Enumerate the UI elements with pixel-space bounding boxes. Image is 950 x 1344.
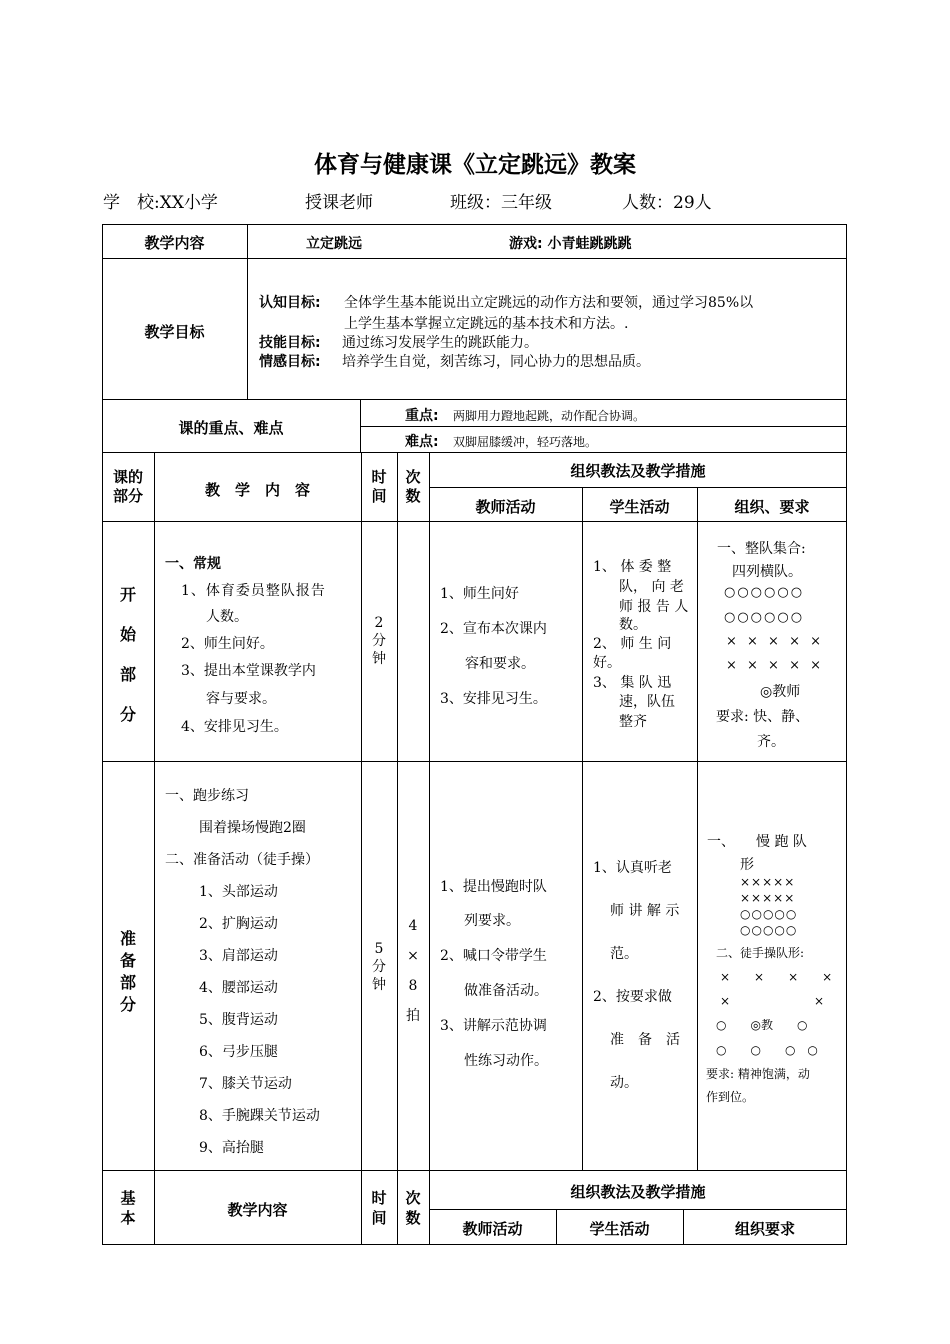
emotion-goal-label: 情感目标: [259,354,321,370]
org-header: 组织教法及教学措施 [570,462,706,480]
teacher-info: 授课老师 [305,193,373,213]
times-header: 次 数 [405,468,421,505]
goals-label: 教学目标 [144,323,205,341]
basic-student-activity-header: 学生活动 [589,1220,650,1238]
content-header: 教 学 内 容 [204,481,310,499]
lesson-game: 游戏: 小青蛙跳跳跳 [509,236,632,252]
start-time: 2 分 钟 [372,615,386,667]
cognitive-goal-text: 全体学生基本能说出立定跳远的动作方法和要领，通过学习85%以 [344,295,754,311]
basic-part-label: 基 本 [120,1189,136,1227]
basic-time-header: 时 间 [371,1189,387,1227]
school-info: 学 校:XX小学 [103,193,218,213]
basic-teacher-activity-header: 教师活动 [462,1220,523,1238]
grade-info: 班级：三年级 [450,193,552,213]
lesson-topic: 立定跳远 [306,236,362,252]
skill-goal-label: 技能目标: [259,335,321,351]
cognitive-goal-text-2: 上学生基本掌握立定跳远的基本技术和方法。. [344,316,629,332]
basic-times-header: 次 数 [405,1189,421,1227]
org-requirement-header: 组织、要求 [734,498,810,516]
prep-times: 4 × 8 拍 [406,918,420,1024]
prep-time: 5 分 钟 [372,941,386,993]
emotion-goal-text: 培养学生自觉，刻苦练习，同心协力的思想品质。 [342,354,650,370]
teacher-activity-header: 教师活动 [475,498,536,516]
cognitive-goal-label: 认知目标: [259,295,321,311]
basic-org-header: 组织教法及教学措施 [570,1183,706,1201]
basic-org-requirement-header: 组织要求 [734,1220,795,1238]
prep-part-label: 准 备 部 分 [119,929,136,1014]
skill-goal-text: 通过练习发展学生的跳跃能力。 [342,335,538,351]
key-point-text: 两脚用力蹬地起跳，动作配合协调。 [453,409,646,423]
basic-content-header: 教学内容 [227,1201,288,1219]
difficulty-label: 难点: [405,434,439,450]
key-point-label: 重点: [405,408,439,424]
count-info: 人数：29人 [622,193,712,213]
student-activity-header: 学生活动 [609,498,670,516]
keys-label: 课的重点、难点 [178,419,284,437]
page-title: 体育与健康课《立定跳远》教案 [314,152,636,178]
start-part-label: 开 始 部 分 [119,585,136,724]
content-label: 教学内容 [144,234,205,252]
part-header: 课的 部分 [112,468,143,505]
time-header: 时 间 [371,468,387,505]
difficulty-text: 双脚屈膝缓冲，轻巧落地。 [453,435,598,449]
